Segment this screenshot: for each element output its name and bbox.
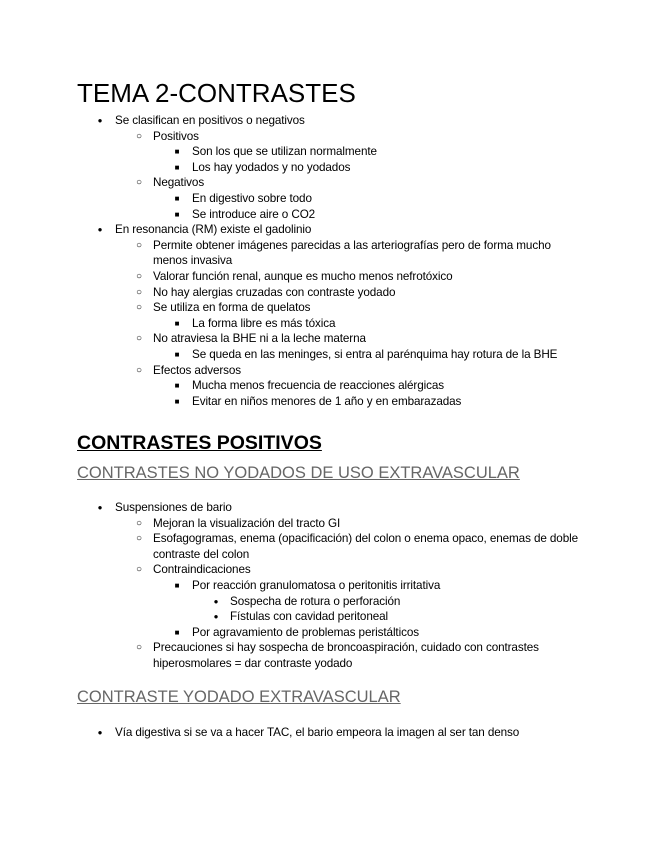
list-item <box>0 269 655 285</box>
list-item <box>0 207 655 223</box>
list-item <box>0 222 655 238</box>
list-item <box>0 175 655 191</box>
list-item-text: En resonancia (RM) existe el gadolinio <box>115 223 312 237</box>
list-item <box>0 238 655 269</box>
list-item-text: Evitar en niños menores de 1 año y en embarazadas <box>192 394 462 408</box>
list-item-text: Esofagogramas, enema (opacificación) del colon o enema opaco, enemas de doble contraste del colon <box>153 532 579 561</box>
filled-circle-bullet-icon: ● <box>213 596 219 606</box>
subsection-title-no-yodados: CONTRASTES NO YODADOS DE USO EXTRAVASCULAR <box>77 464 520 482</box>
filled-square-bullet-icon: ■ <box>174 193 180 203</box>
list-item-text: No atraviesa la BHE ni a la leche materna <box>153 332 366 346</box>
list-item <box>0 347 655 363</box>
list-item-text: Negativos <box>153 176 205 190</box>
list-item-text: Se utiliza en forma de quelatos <box>153 301 311 315</box>
filled-circle-bullet-icon: ● <box>97 116 103 125</box>
filled-square-bullet-icon: ■ <box>174 580 180 590</box>
list-item <box>0 331 655 347</box>
filled-square-bullet-icon: ■ <box>174 162 180 172</box>
subsection-title-yodado: CONTRASTE YODADO EXTRAVASCULAR <box>77 688 401 706</box>
hollow-circle-bullet-icon: ○ <box>136 333 142 345</box>
filled-square-bullet-icon: ■ <box>174 318 180 328</box>
list-item-text: Efectos adversos <box>153 363 242 377</box>
list-item-text: Permite obtener imágenes parecidas a las arteriografías pero de forma mucho menos invasiva <box>153 238 551 268</box>
document-title: TEMA 2-CONTRASTES <box>77 78 356 108</box>
section-title-contrastes-positivos: CONTRASTES POSITIVOS <box>77 432 322 454</box>
list-item <box>0 394 655 410</box>
hollow-circle-bullet-icon: ○ <box>136 286 142 298</box>
list-item <box>0 300 655 316</box>
list-item-text: Positivos <box>153 129 199 143</box>
list-item <box>0 113 655 129</box>
filled-square-bullet-icon: ■ <box>174 396 180 406</box>
list-item <box>0 562 655 578</box>
list-item-text: Por agravamiento de problemas peristálticos <box>192 625 419 639</box>
intro-bullet-list <box>0 113 655 409</box>
list-item-text: Mucha menos frecuencia de reacciones alérgicas <box>192 379 445 393</box>
list-item <box>0 191 655 207</box>
hollow-circle-bullet-icon: ○ <box>136 239 142 251</box>
hollow-circle-bullet-icon: ○ <box>136 517 142 529</box>
list-item-text: Por reacción granulomatosa o peritonitis irritativa <box>192 578 441 592</box>
hollow-circle-bullet-icon: ○ <box>136 130 142 142</box>
filled-square-bullet-icon: ■ <box>174 147 180 157</box>
list-item-text: Mejoran la visualización del tracto GI <box>153 516 341 530</box>
list-item <box>0 378 655 394</box>
list-item-text: Suspensiones de bario <box>115 501 232 514</box>
filled-square-bullet-icon: ■ <box>174 349 180 359</box>
hollow-circle-bullet-icon: ○ <box>136 302 142 314</box>
filled-square-bullet-icon: ■ <box>174 627 180 637</box>
list-item <box>0 594 655 610</box>
list-item-text: Se queda en las meninges, si entra al parénquima hay rotura de la BHE <box>192 347 558 361</box>
no-yodados-bullet-list <box>0 500 655 672</box>
hollow-circle-bullet-icon: ○ <box>136 177 142 189</box>
filled-circle-bullet-icon: ● <box>97 503 103 512</box>
list-item <box>0 578 655 594</box>
list-item-text: Se introduce aire o CO2 <box>192 207 316 221</box>
list-item-text: Se clasifican en positivos o negativos <box>115 114 305 127</box>
list-item-text: Sospecha de rotura o perforación <box>230 594 401 608</box>
list-item <box>0 316 655 332</box>
list-item-text: Contraindicaciones <box>153 563 251 577</box>
hollow-circle-bullet-icon: ○ <box>136 564 142 576</box>
list-item <box>0 144 655 160</box>
hollow-circle-bullet-icon: ○ <box>136 270 142 282</box>
list-item-text: Valorar función renal, aunque es mucho menos nefrotóxico <box>153 269 453 283</box>
list-item-text: En digestivo sobre todo <box>192 191 312 205</box>
list-item-text: Los hay yodados y no yodados <box>192 160 351 174</box>
list-item-text: Fístulas con cavidad peritoneal <box>230 610 389 624</box>
list-item <box>0 640 655 671</box>
list-item-text: Son los que se utilizan normalmente <box>192 145 377 159</box>
list-item <box>0 500 655 516</box>
list-item <box>0 625 655 641</box>
filled-circle-bullet-icon: ● <box>213 612 219 622</box>
list-item <box>0 516 655 532</box>
list-item <box>0 363 655 379</box>
filled-circle-bullet-icon: ● <box>97 728 103 737</box>
filled-circle-bullet-icon: ● <box>97 225 103 235</box>
list-item <box>0 609 655 625</box>
list-item-text: No hay alergias cruzadas con contraste yodado <box>153 285 396 299</box>
list-item-text: Precauciones si hay sospecha de broncoaspiración, cuidado con contrastes hiperosmolares = dar contraste yodado <box>153 641 539 670</box>
hollow-circle-bullet-icon: ○ <box>136 533 142 545</box>
list-item-text: La forma libre es más tóxica <box>192 316 336 330</box>
list-item <box>0 285 655 301</box>
list-item <box>0 725 655 741</box>
list-item-text: Vía digestiva si se va a hacer TAC, el bario empeora la imagen al ser tan denso <box>115 726 520 739</box>
hollow-circle-bullet-icon: ○ <box>136 364 142 376</box>
filled-square-bullet-icon: ■ <box>174 209 180 219</box>
list-item <box>0 129 655 145</box>
list-item <box>0 160 655 176</box>
list-item <box>0 531 655 562</box>
hollow-circle-bullet-icon: ○ <box>136 642 142 654</box>
yodado-bullet-list <box>0 725 655 741</box>
filled-square-bullet-icon: ■ <box>174 381 180 391</box>
